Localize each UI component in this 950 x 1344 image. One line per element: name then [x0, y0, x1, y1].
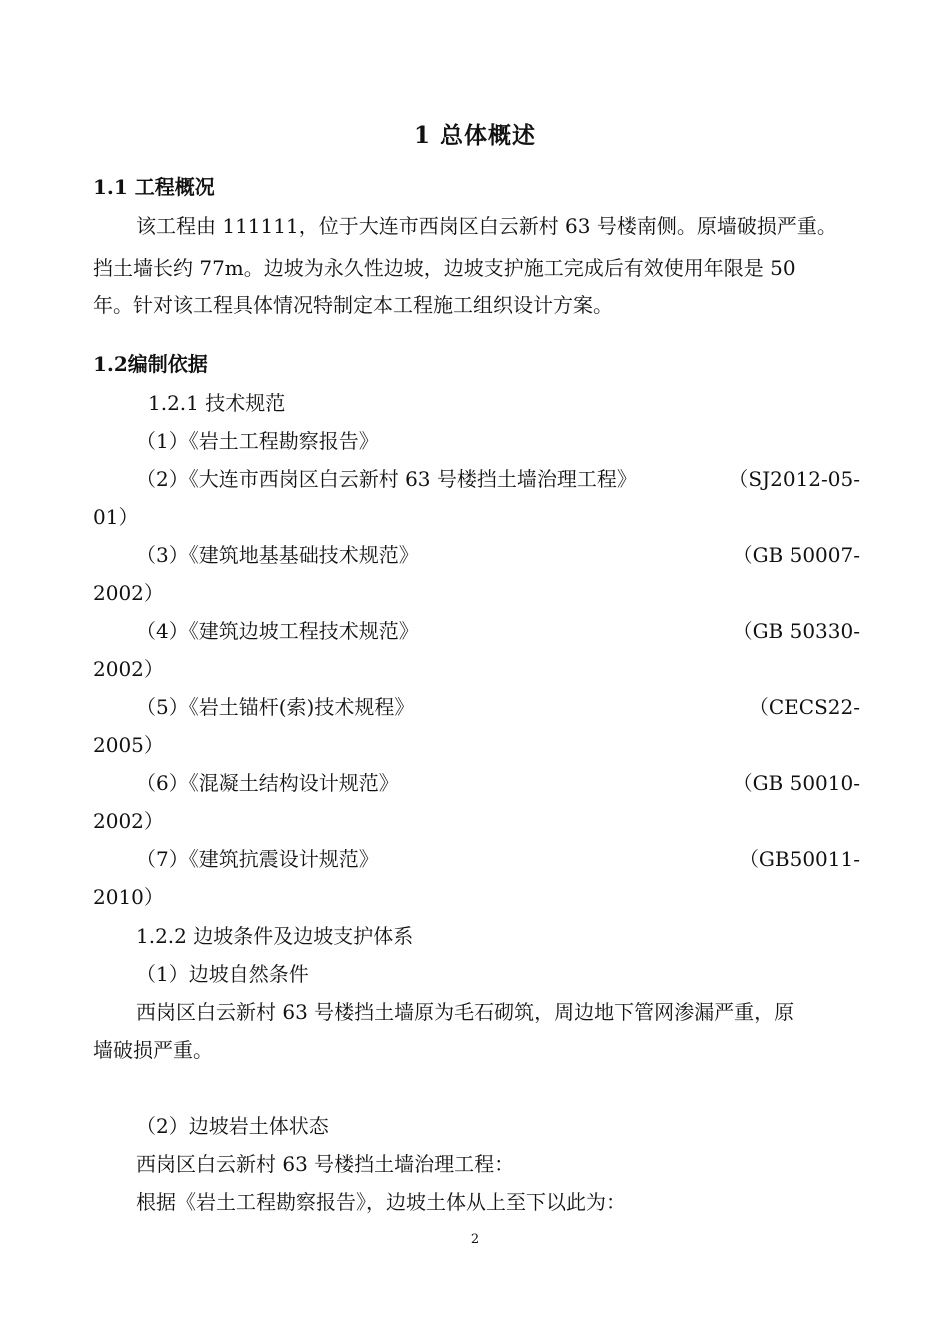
- reference-item: [136, 693, 860, 721]
- reference-item: [136, 845, 860, 873]
- section-heading-1-2: 1.2编制依据: [93, 352, 208, 376]
- reference-code-continued: 2005）: [93, 733, 164, 757]
- reference-item: [136, 541, 860, 569]
- paragraph-line: 挡土墙长约 77m。边坡为永久性边坡，边坡支护施工完成后有效使用年限是 50: [93, 256, 796, 280]
- page-number: 2: [470, 1232, 480, 1247]
- reference-title: （2）《大连市西岗区白云新村 63 号楼挡土墙治理工程》: [136, 467, 637, 491]
- reference-item: [136, 769, 860, 797]
- reference-item: [136, 617, 860, 645]
- paragraph-line: 该工程由 111111，位于大连市西岗区白云新村 63 号楼南侧。原墙破损严重。: [136, 214, 837, 238]
- reference-code: （GB 50330-: [732, 619, 860, 643]
- reference-code: （GB 50007-: [732, 543, 860, 567]
- reference-title: （5）《岩土锚杆(索)技术规程》: [136, 695, 415, 719]
- reference-title: （6）《混凝土结构设计规范》: [136, 771, 399, 795]
- reference-item: [136, 465, 860, 493]
- reference-title: （4）《建筑边坡工程技术规范》: [136, 619, 419, 643]
- reference-code-continued: 2002）: [93, 809, 164, 833]
- paragraph-line: 西岗区白云新村 63 号楼挡土墙治理工程：: [136, 1152, 515, 1176]
- paragraph-line: 墙破损严重。: [93, 1038, 213, 1062]
- subsection-heading: 1.2.1 技术规范: [148, 391, 286, 415]
- condition-heading: （1）边坡自然条件: [136, 962, 309, 986]
- subsection-heading: 1.2.2 边坡条件及边坡支护体系: [136, 924, 414, 948]
- reference-code-continued: 2010）: [93, 885, 164, 909]
- paragraph-line: 西岗区白云新村 63 号楼挡土墙原为毛石砌筑，周边地下管网渗漏严重，原: [136, 1000, 795, 1024]
- reference-code: （GB 50010-: [732, 771, 860, 795]
- reference-code-continued: 2002）: [93, 581, 164, 605]
- reference-code: （CECS22-: [748, 695, 860, 719]
- reference-code: （SJ2012-05-: [728, 467, 860, 491]
- paragraph-line: 年。针对该工程具体情况特制定本工程施工组织设计方案。: [93, 293, 613, 317]
- reference-code-continued: 01）: [93, 505, 139, 529]
- reference-code-continued: 2002）: [93, 657, 164, 681]
- reference-title: （7）《建筑抗震设计规范》: [136, 847, 379, 871]
- section-heading-1-1: 1.1 工程概况: [93, 175, 215, 199]
- reference-item: （1）《岩土工程勘察报告》: [136, 429, 379, 453]
- reference-title: （3）《建筑地基基础技术规范》: [136, 543, 419, 567]
- reference-code: （GB50011-: [738, 847, 860, 871]
- paragraph-line: 根据《岩土工程勘察报告》，边坡土体从上至下以此为：: [136, 1190, 626, 1214]
- chapter-title: 1 总体概述: [413, 122, 536, 149]
- condition-heading: （2）边坡岩土体状态: [136, 1114, 329, 1138]
